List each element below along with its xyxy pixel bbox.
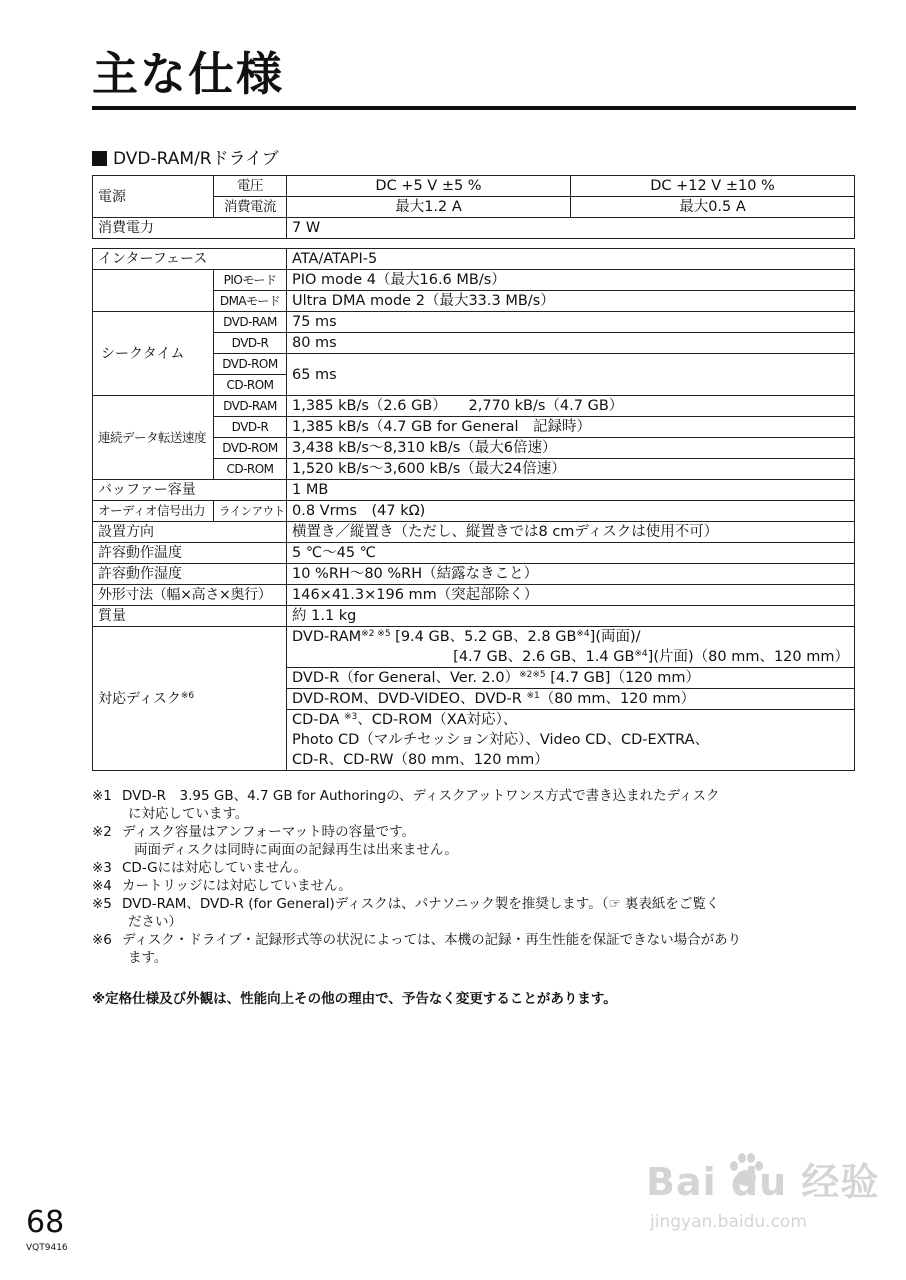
footnote [92,859,856,877]
seek-label: シークタイム [93,312,214,396]
discs-cd [287,710,855,771]
discs-rom-sup: ※1 [526,691,540,701]
table-row [93,564,855,585]
dimensions-label: 外形寸法（幅×高さ×奥行） [93,585,287,606]
power-label: 電源 [93,176,214,218]
discs-dvdr-a: DVD-R（for General、Ver. 2.0） [292,670,520,686]
transfer-label: 連続データ転送速度 [93,396,214,480]
footnote-text: ディスク容量はアンフォーマット時の容量です。 [122,824,416,840]
document-code: VQT9416 [26,1243,68,1253]
section-heading-text: DVD-RAM/Rドライブ [113,149,279,169]
footnote-continuation: に対応しています。 [128,806,249,822]
seek-rom-value: 65 ms [287,354,855,396]
discs-cd-line3: CD-R、CD-RW（80 mm、120 mm） [292,752,549,768]
consumption-label: 消費電力 [93,218,287,239]
discs-cd-b: 、CD-ROM（XA対応）、 [357,712,518,728]
current-label: 消費電流 [214,197,287,218]
seek-cd-rom-label: CD-ROM [214,375,287,396]
consumption-value: 7 W [287,218,855,239]
footnote-continuation: ださい） [128,914,182,930]
watermark-brand: Bai du 经验 [646,1160,880,1204]
orientation-value: 横置き／縦置き（ただし、縦置きでは8 cmディスクは使用不可） [287,522,855,543]
dimensions-value: 146×41.3×196 mm（突起部除く） [287,585,855,606]
table-row [93,543,855,564]
discs-cd-a: CD-DA [292,712,344,728]
footnote-mark: ※4 [92,878,112,894]
page-title: 主な仕様 [92,47,284,101]
footnote [92,787,856,805]
footnote-text: DVD-RAM、DVD-R (for General)ディスクは、パナソニック製を推奨します。（☞ 裏表紙をご覧く [122,896,720,912]
discs-ram-line1-a: [9.4 GB、5.2 GB、2.8 GB [390,629,577,645]
table-row [93,480,855,501]
transfer-dvd-ram-value: 1,385 kB/s（2.6 GB） 2,770 kB/s（4.7 GB） [287,396,855,417]
footnote-text: CD-Gには対応していません。 [122,860,307,876]
footnote-text: ディスク・ドライブ・記録形式等の状況によっては、本機の記録・再生性能を保証できない場合があり [122,932,742,948]
transfer-dvd-rom-value: 3,438 kB/s～8,310 kB/s（最大6倍速） [287,438,855,459]
footnote [92,931,856,949]
discs-ram-line1-sup: ※4 [576,629,590,639]
footnote [92,895,856,913]
seek-dvd-r-label: DVD-R [214,333,287,354]
current-12v: 最大0.5 A [571,197,855,218]
table-row [93,501,855,522]
footnote-mark: ※3 [92,860,112,876]
discs-ram-sup: ※2 ※5 [361,629,391,639]
voltage-5v: DC +5 V ±5 % [287,176,571,197]
discs-ram-line2-a: [4.7 GB、2.6 GB、1.4 GB [453,649,635,665]
power-spec-table [92,175,855,239]
discs-label-sup: ※6 [180,690,195,701]
audio-sub-label: ラインアウト [214,501,287,522]
buffer-label: バッファー容量 [93,480,287,501]
watermark-url: jingyan.baidu.com [650,1212,807,1232]
transfer-dvd-rom-label: DVD-ROM [214,438,287,459]
footnote [92,823,856,841]
discs-ram-line1 [292,627,849,647]
section-heading [92,148,279,170]
discs-dvdr-b: [4.7 GB]（120 mm） [545,670,700,686]
discs-ram-line1-b: ](両面)/ [589,629,641,645]
transfer-dvd-r-label: DVD-R [214,417,287,438]
table-row [93,522,855,543]
audio-label: オーディオ信号出力 [93,501,214,522]
footnote-mark: ※1 [92,788,112,804]
table-row [93,312,855,333]
discs-cd-sup: ※3 [343,712,358,722]
pio-value: PIO mode 4（最大16.6 MB/s） [287,270,855,291]
orientation-label: 設置方向 [93,522,287,543]
transfer-dvd-r-value: 1,385 kB/s（4.7 GB for General 記録時） [287,417,855,438]
table-row [93,249,855,270]
mass-label: 質量 [93,606,287,627]
humidity-label: 許容動作湿度 [93,564,287,585]
footnote-mark: ※6 [92,932,112,948]
table-row [93,176,855,197]
discs-rom-a: DVD-ROM、DVD-VIDEO、DVD-R [292,691,527,707]
footnote-text: DVD-R 3.95 GB、4.7 GB for Authoringの、ディスクアットワンス方式で書き込まれたディスク [122,788,720,804]
square-bullet-icon [92,151,107,166]
discs-ram-name: DVD-RAM [292,629,362,645]
seek-dvd-ram-label: DVD-RAM [214,312,287,333]
transfer-cd-rom-value: 1,520 kB/s～3,600 kB/s（最大24倍速） [287,459,855,480]
humidity-value: 10 %RH～80 %RH（結露なきこと） [287,564,855,585]
buffer-value: 1 MB [287,480,855,501]
drive-spec-table [92,248,855,771]
seek-dvd-rom-label: DVD-ROM [214,354,287,375]
table-row [93,270,855,291]
audio-value: 0.8 Vrms (47 kΩ) [287,501,855,522]
discs-ram-line2-b: ](片面)（80 mm、120 mm） [647,649,849,665]
interface-label: インターフェース [93,249,287,270]
table-row [93,585,855,606]
footnote-text: カートリッジには対応していません。 [122,878,352,894]
voltage-label: 電圧 [214,176,287,197]
discs-label [93,627,287,771]
transfer-dvd-ram-label: DVD-RAM [214,396,287,417]
discs-dvd-r [287,668,855,689]
pio-label: PIOモード [214,270,287,291]
page-number: 68 [26,1205,65,1240]
dma-value: Ultra DMA mode 2（最大33.3 MB/s） [287,291,855,312]
discs-dvd-rom [287,689,855,710]
footnote [92,877,856,895]
footnote-mark: ※5 [92,896,112,912]
voltage-12v: DC +12 V ±10 % [571,176,855,197]
table-row [93,396,855,417]
table-row [93,218,855,239]
table-row [93,627,855,668]
watermark [640,1150,880,1260]
discs-ram-line2-sup: ※4 [634,649,648,659]
discs-cd-line2: Photo CD（マルチセッション対応）、Video CD、CD-EXTRA、 [292,732,710,748]
transfer-cd-rom-label: CD-ROM [214,459,287,480]
interface-blank [93,270,214,312]
footnote-continuation: ます。 [128,950,168,966]
title-rule [92,106,856,110]
dma-label: DMAモード [214,291,287,312]
discs-label-text: 対応ディスク [98,690,181,707]
footnote-mark: ※2 [92,824,112,840]
discs-dvd-ram [287,627,855,668]
seek-dvd-r-value: 80 ms [287,333,855,354]
seek-dvd-ram-value: 75 ms [287,312,855,333]
interface-value: ATA/ATAPI-5 [287,249,855,270]
mass-value: 約 1.1 kg [287,606,855,627]
current-5v: 最大1.2 A [287,197,571,218]
footnotes [92,787,856,967]
discs-dvdr-sup: ※2※5 [519,670,546,680]
discs-cd-line1 [292,710,849,730]
temperature-label: 許容動作温度 [93,543,287,564]
spec-change-notice: ※定格仕様及び外観は、性能向上その他の理由で、予告なく変更することがあります。 [92,991,617,1007]
discs-ram-line2 [292,647,849,667]
table-row [93,606,855,627]
temperature-value: 5 ℃～45 ℃ [287,543,855,564]
discs-rom-b: （80 mm、120 mm） [539,691,696,707]
footnote-continuation: 両面ディスクは同時に両面の記録再生は出来ません。 [134,842,458,858]
